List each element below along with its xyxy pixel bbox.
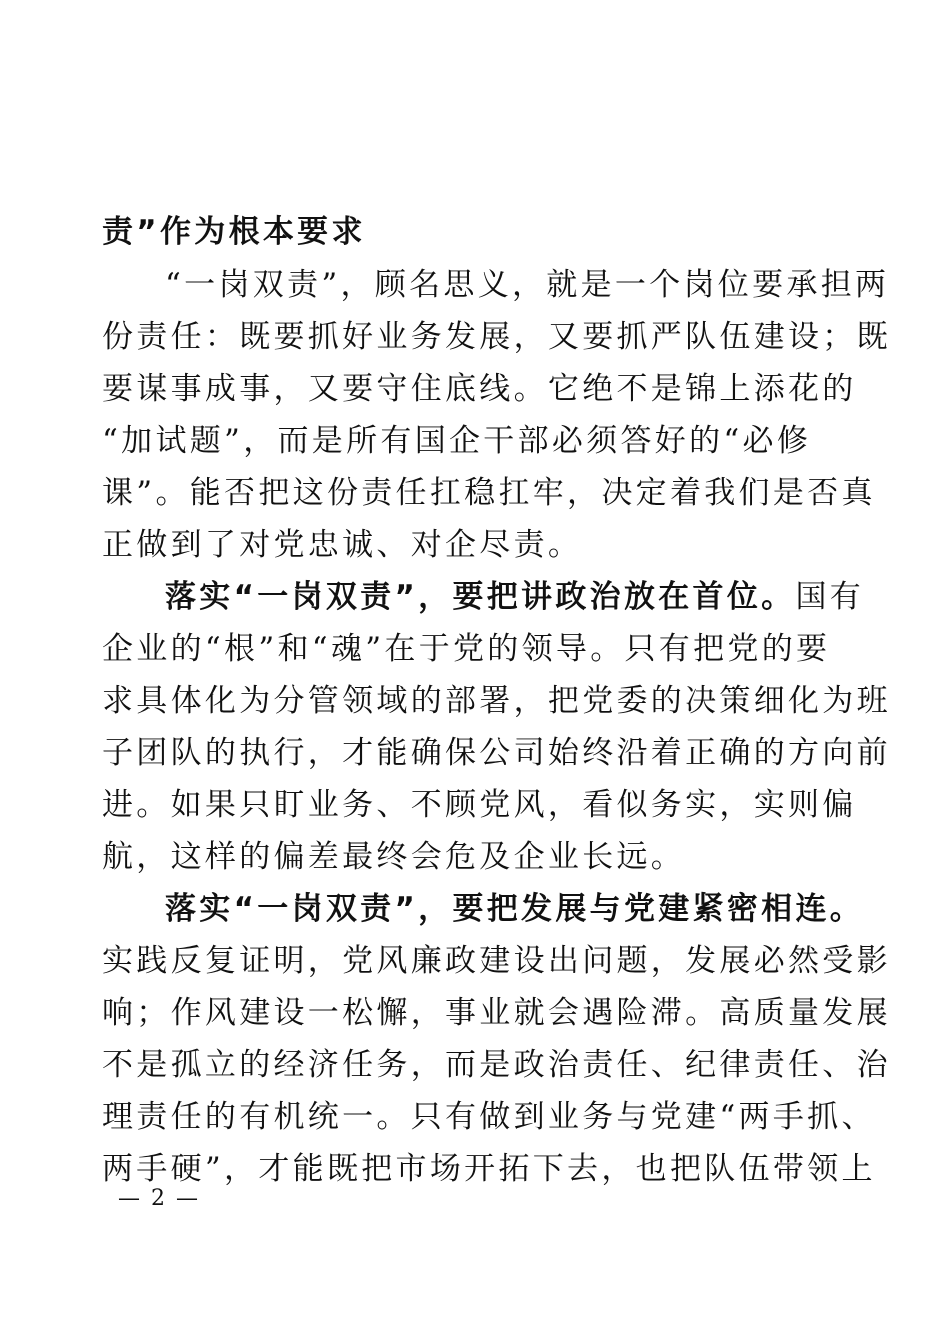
bold-lead-sentence: 落实“一岗双责”，要把发展与党建紧密相连。 <box>165 891 865 927</box>
paragraph-first-line <box>165 577 864 617</box>
paragraph-line: 响；作风建设一松懈，事业就会遇险滞。高质量发展 <box>102 995 891 1031</box>
paragraph-line: 子团队的执行，才能确保公司始终沿着正确的方向前 <box>102 735 891 771</box>
section-heading: 责”作为根本要求 <box>102 214 366 250</box>
paragraph-line: “一岗双责”，顾名思义，就是一个岗位要承担两 <box>165 267 890 303</box>
paragraph-line: 份责任：既要抓好业务发展，又要抓严队伍建设；既 <box>102 319 891 355</box>
paragraph-text: 国有 <box>795 579 865 615</box>
page-number: — 2 — <box>118 1186 200 1211</box>
paragraph-line: “加试题”，而是所有国企干部必须答好的“必修 <box>102 423 812 459</box>
paragraph-line: 理责任的有机统一。只有做到业务与党建“两手抓、 <box>102 1099 876 1135</box>
paragraph-line: 求具体化为分管领域的部署，把党委的决策细化为班 <box>102 683 891 719</box>
paragraph-line: 实践反复证明，党风廉政建设出问题，发展必然受影 <box>102 943 891 979</box>
paragraph-line: 进。如果只盯业务、不顾党风，看似务实，实则偏 <box>102 787 857 823</box>
paragraph-line: 正做到了对党忠诚、对企尽责。 <box>102 527 583 563</box>
paragraph-line: 航，这样的偏差最终会危及企业长远。 <box>102 839 686 875</box>
paragraph-line: 要谋事成事，又要守住底线。它绝不是锦上添花的 <box>102 371 857 407</box>
paragraph-line: 课”。能否把这份责任扛稳扛牢，决定着我们是否真 <box>102 475 876 511</box>
paragraph-line: 不是孤立的经济任务，而是政治责任、纪律责任、治 <box>102 1047 891 1083</box>
paragraph-line: 两手硬”，才能既把市场开拓下去，也把队伍带领上 <box>102 1151 876 1187</box>
bold-lead-sentence: 落实“一岗双责”，要把讲政治放在首位。 <box>165 579 796 615</box>
paragraph-line: 企业的“根”和“魂”在于党的领导。只有把党的要 <box>102 631 831 667</box>
